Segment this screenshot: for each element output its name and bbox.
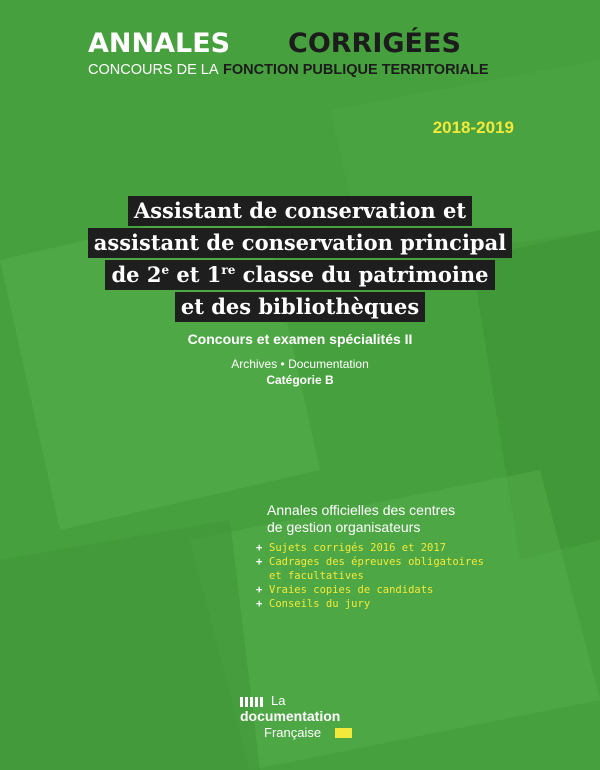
title-line-3-part-c: classe du patrimoine (235, 262, 489, 288)
title-line-1: Assistant de conservation et (128, 196, 472, 226)
title-line-2: assistant de conservation principal (88, 228, 512, 258)
plus-icon: + (256, 542, 263, 554)
edition-year: 2018-2019 (432, 118, 514, 137)
plus-icon: + (256, 598, 263, 610)
series-header (88, 30, 528, 79)
feature-text: Sujets corrigés 2016 et 2017 (269, 542, 447, 554)
series-brand (88, 30, 528, 58)
title-superscript-e: e (161, 263, 170, 278)
official-annals-line-2: de gestion organisateurs (267, 519, 421, 535)
feature-item (256, 555, 484, 583)
brand-word-corrigees: CORRIGÉES (288, 28, 461, 59)
feature-item (256, 583, 484, 597)
features-list (256, 541, 484, 611)
subtitle-part1: CONCOURS DE LA (88, 62, 219, 78)
series-subtitle (88, 61, 528, 79)
title-line-4: et des bibliothèques (175, 292, 425, 322)
feature-text-continued: et facultatives (269, 570, 364, 582)
subtitle-part2: FONCTION PUBLIQUE TERRITORIALE (223, 62, 489, 78)
title-line-3 (105, 260, 494, 290)
feature-text: Cadrages des épreuves obligatoires (269, 556, 484, 568)
logo-text-la: La (271, 693, 286, 708)
logo-yellow-block (335, 728, 352, 738)
feature-item (256, 541, 484, 555)
title-line-3-part-b: et 1 (169, 262, 222, 288)
logo-text-francaise: Française (264, 725, 322, 740)
title-superscript-re: re (221, 263, 236, 278)
logo-stripes-icon (240, 697, 268, 707)
publisher-logo (240, 693, 370, 745)
brand-word-annales: ANNALES (88, 28, 231, 59)
concours-subtitle: Concours et examen spécialités II (187, 331, 413, 347)
feature-text: Conseils du jury (269, 598, 371, 610)
official-annals-text (267, 502, 567, 536)
plus-icon: + (256, 556, 263, 568)
book-title (20, 196, 580, 324)
official-annals-line-1: Annales officielles des centres (267, 502, 456, 518)
specialties-text: Archives • Documentation (231, 357, 369, 371)
title-line-3-part-a: de 2 (111, 262, 162, 288)
category-text: Catégorie B (266, 373, 334, 387)
logo-text-documentation: documentation (240, 708, 341, 724)
feature-item (256, 597, 484, 611)
feature-text: Vraies copies de candidats (269, 584, 434, 596)
plus-icon: + (256, 584, 263, 596)
